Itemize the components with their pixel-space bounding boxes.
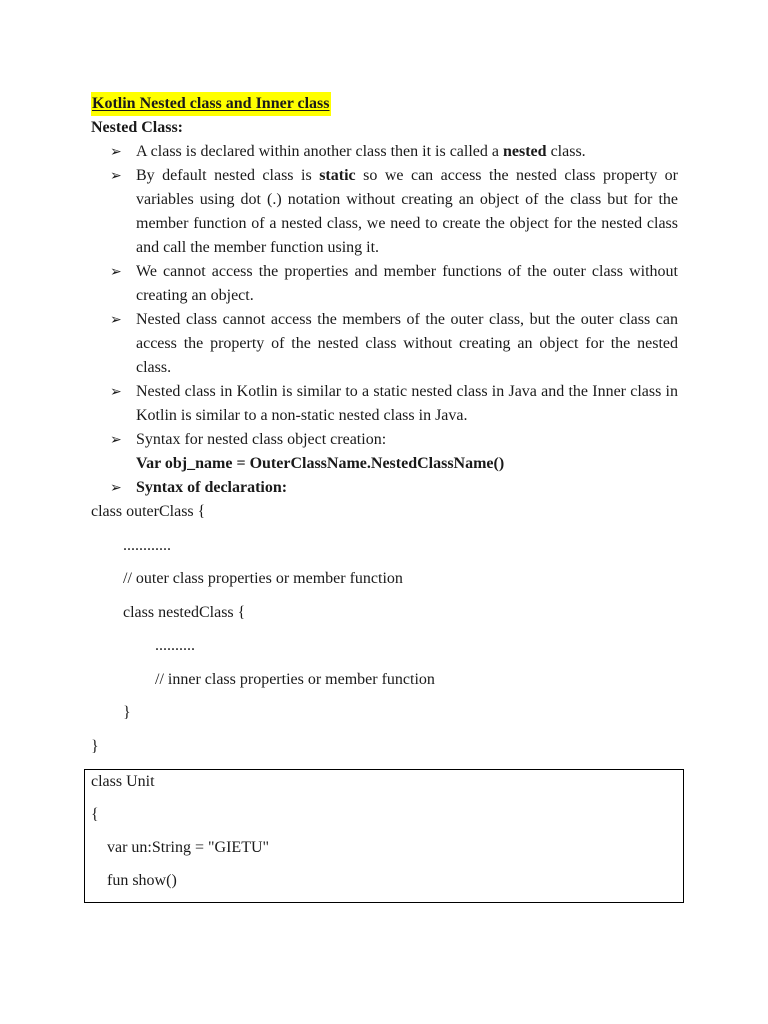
arrow-bullet-icon: ➢: [110, 144, 122, 160]
arrow-bullet-icon: ➢: [110, 168, 122, 184]
code-line: class nestedClass {: [91, 603, 246, 621]
arrow-bullet-icon: ➢: [110, 264, 122, 280]
arrow-bullet-icon: ➢: [110, 384, 122, 400]
code-line: {: [91, 806, 99, 823]
code-line: ..........: [91, 637, 195, 654]
code-line: }: [91, 737, 99, 755]
code-line: ............: [91, 536, 171, 554]
code-line: // inner class properties or member function: [91, 670, 435, 688]
syntax-code-block: [91, 500, 435, 768]
object-creation-syntax: Var obj_name = OuterClassName.NestedClassName(): [136, 455, 505, 472]
code-line: // outer class properties or member function: [91, 570, 403, 587]
arrow-bullet-icon: ➢: [110, 480, 122, 496]
list-item: ➢ Nested class in Kotlin is similar to a static nested class in Java and the Inner class in Kotlin is similar to a non-static nested class in Java.: [110, 380, 678, 428]
list-item: ➢ We cannot access the properties and member functions of the outer class without creating an object.: [110, 260, 678, 308]
code-line: var un:String = "GIETU": [91, 839, 270, 856]
arrow-bullet-icon: ➢: [110, 432, 122, 448]
code-line: class Unit: [91, 773, 155, 790]
code-line: class outerClass {: [91, 503, 206, 520]
arrow-bullet-icon: ➢: [110, 312, 122, 328]
list-item: ➢ Syntax for nested class object creation: Var obj_name = OuterClassName.NestedClassName(): [110, 428, 678, 476]
code-line: }: [91, 704, 131, 721]
code-line: fun show(): [91, 872, 177, 889]
list-item: ➢ Nested class cannot access the members of the outer class, but the outer class can access the property of the nested class without creating an object for the nested class.: [110, 308, 678, 380]
example-code-box: [84, 769, 684, 903]
list-item: ➢ Syntax of declaration:: [110, 476, 678, 500]
list-item: ➢ A class is declared within another class then it is called a nested class.: [110, 140, 678, 164]
bullet-list: [110, 140, 678, 500]
section-heading: Nested Class:: [91, 119, 183, 136]
list-item: ➢ By default nested class is static so we can access the nested class property or variables using dot (.) notation without creating an object of the class but for the member function of a nested class, we need to create the object for the nested class and call the member function using it.: [110, 164, 678, 260]
page-title: Kotlin Nested class and Inner class: [91, 92, 331, 116]
